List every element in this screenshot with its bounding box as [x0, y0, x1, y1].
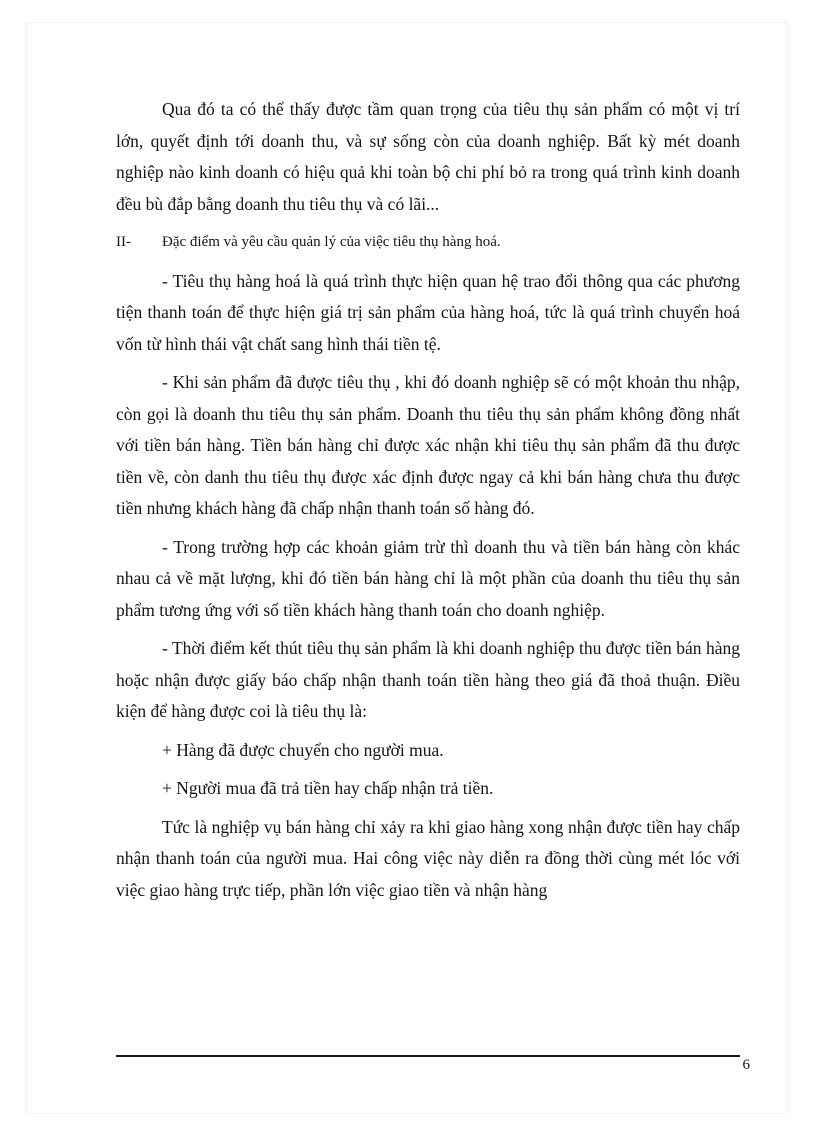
paragraph-timing: - Thời điểm kết thút tiêu thụ sản phẩm là khi doanh nghiệp thu được tiền bán hàng hoặc nhận được giấy báo chấp nhận thanh toán tiền hàng theo giá đã thoả thuận. Điều kiện để hàng được coi là tiêu thụ là: — [116, 638, 740, 721]
section-number: II- — [116, 234, 131, 250]
list-item: + Hàng đã được chuyển cho người mua. — [162, 739, 444, 760]
list-item: + Người mua đã trả tiền hay chấp nhận trả tiền. — [162, 778, 494, 798]
paragraph-revenue: - Khi sản phẩm đã được tiêu thụ , khi đó doanh nghiệp sẽ có một khoản thu nhập, còn gọi là doanh thu tiêu thụ sản phẩm. Doanh thu tiêu thụ sản phẩm không đồng nhất với tiền bán hàng. Tiền bán hàng chỉ được xác nhận khi tiêu thụ sản phẩm đã thu được tiền về, còn danh thu tiêu thụ được xác định được ngay cả khi bán hàng chưa thu được tiền nhưng khách hàng đã chấp nhận thanh toán số hàng đó. — [116, 372, 740, 518]
paragraph-intro: Qua đó ta có thể thấy được tầm quan trọng của tiêu thụ sản phẩm có một vị trí lớn, quyết định tới doanh thu, và sự sống còn của doanh nghiệp. Bất kỳ mét doanh nghiệp nào kinh doanh có hiệu quả khi toàn bộ chi phí bỏ ra trong quá trình kinh doanh đều bù đắp bằng doanh thu tiêu thụ và có lãi... — [116, 99, 740, 214]
paragraph-deductions: - Trong trường hợp các khoản giảm trừ thì doanh thu và tiền bán hàng còn khác nhau cả về mặt lượng, khi đó tiền bán hàng chỉ là một phần của doanh thu tiêu thụ sản phẩm tương ứng với số tiền khách hàng thanh toán cho doanh nghiệp. — [116, 536, 740, 620]
paragraph-conclusion: Tức là nghiệp vụ bán hàng chỉ xảy ra khi giao hàng xong nhận được tiền hay chấp nhận thanh toán của người mua. Hai công việc này diễn ra đồng thời cùng mét lóc với việc giao hàng trực tiếp, phần lớn việc giao tiền và nhận hàng — [116, 816, 740, 900]
footer-divider — [116, 1055, 740, 1057]
page-number: 6 — [742, 1057, 750, 1073]
document-body — [116, 94, 740, 913]
section-title: Đặc điểm và yêu cầu quản lý của việc tiêu thụ hàng hoá. — [162, 234, 501, 250]
paragraph-definition: - Tiêu thụ hàng hoá là quá trình thực hiện quan hệ trao đổi thông qua các phương tiện thanh toán để thực hiện giá trị sản phẩm của hàng hoá, tức là quá trình chuyển hoá vốn từ hình thái vật chất sang hình thái tiền tệ. — [116, 270, 740, 354]
section-heading — [116, 227, 740, 259]
